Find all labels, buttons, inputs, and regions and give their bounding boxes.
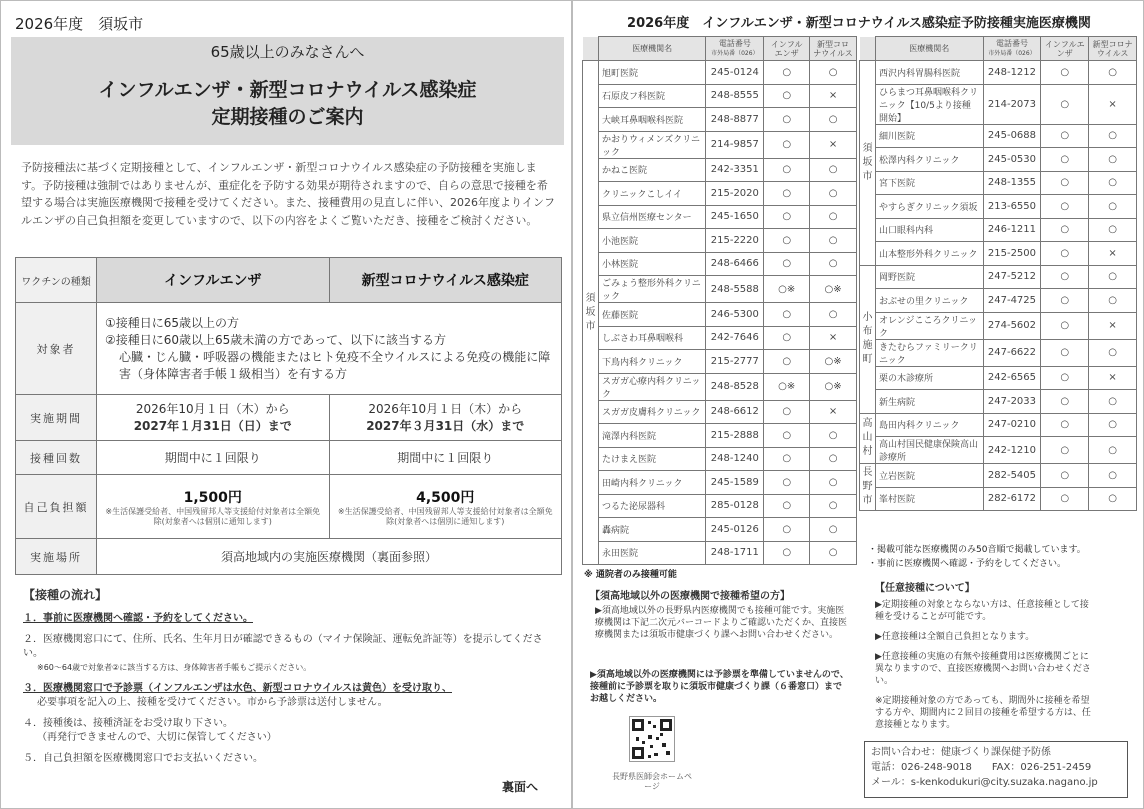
title-banner xyxy=(11,37,564,145)
institution-name: 栗の木診療所 xyxy=(875,366,983,390)
institution-tel: 245-1589 xyxy=(706,471,764,495)
institution-name: スガガ皮膚科クリニック xyxy=(598,400,705,424)
covid-availability: ○ xyxy=(810,252,857,276)
institution-tel: 245-0124 xyxy=(706,61,764,85)
flow-step4-text: ４．接種後は、接種済証をお受け取り下さい。 xyxy=(23,718,233,729)
banner-subtitle: 65歳以上のみなさんへ xyxy=(210,43,365,61)
institution-row xyxy=(583,182,857,206)
covid-availability: × xyxy=(1089,312,1137,339)
covid-availability: ○ xyxy=(810,182,857,206)
institution-tel: 248-5588 xyxy=(706,276,764,303)
flu-availability: ○ xyxy=(764,61,810,85)
covid-availability: ○ xyxy=(810,541,857,565)
institution-row xyxy=(583,424,857,448)
header-tel-sub: 市外局番（026） xyxy=(711,50,759,57)
institution-tel: 248-1355 xyxy=(983,171,1041,195)
institution-row xyxy=(583,158,857,182)
institution-name: 旭町医院 xyxy=(598,61,705,85)
institution-tel: 274-5602 xyxy=(983,312,1041,339)
institution-row xyxy=(583,276,857,303)
times-header: 接種回数 xyxy=(16,441,97,475)
institutions-table-right xyxy=(859,36,1137,511)
header-name: 医療機関名 xyxy=(598,37,705,61)
target-line3: 心臓・じん臓・呼吸器の機能またはヒト免疫不全ウイルスによる免疫の機能に障害（身体障害者手帳１級相当）を有する方 xyxy=(119,349,551,381)
flu-availability: ○ xyxy=(764,447,810,471)
covid-availability: ○ xyxy=(1089,464,1137,488)
banner-title-line1: インフルエンザ・新型コロナウイルス感染症 xyxy=(98,79,477,101)
institutions-title: 2026年度 インフルエンザ・新型コロナウイルス感染症予防接種実施医療機関 xyxy=(627,16,1091,31)
institution-name: 大峡耳鼻咽喉科医院 xyxy=(598,108,705,132)
flu-availability: ○ xyxy=(764,471,810,495)
flu-availability: ○ xyxy=(764,158,810,182)
institution-row xyxy=(583,131,857,158)
flu-availability: ○ xyxy=(764,108,810,132)
optional-title: 【任意接種について】 xyxy=(875,583,975,594)
flu-availability: ○ xyxy=(764,182,810,206)
header-tel-label: 電話番号 xyxy=(718,39,751,48)
institution-name: スガガ心療内科クリニック xyxy=(598,373,705,400)
institution-name: 西沢内科胃腸科医院 xyxy=(875,61,983,85)
institution-tel: 215-2888 xyxy=(706,424,764,448)
cost-covid: 4,500円 xyxy=(416,489,475,506)
city-label: 須 坂 市 xyxy=(860,61,876,266)
flow-step5: ５．自己負担額を医療機関窓口でお支払いください。 xyxy=(23,753,263,764)
institution-name: おぶせの里クリニック xyxy=(875,289,983,313)
institution-row xyxy=(860,366,1137,390)
institution-name: 岡野医院 xyxy=(875,265,983,289)
place-value: 須高地域内の実施医療機関（裏面参照） xyxy=(97,539,562,575)
institution-tel: 245-1650 xyxy=(706,205,764,229)
institution-name: 石原皮フ科医院 xyxy=(598,84,705,108)
institution-name: 下鳥内科クリニック xyxy=(598,350,705,374)
header-flu: インフルエンザ xyxy=(1041,37,1089,61)
covid-availability: ○ xyxy=(1089,171,1137,195)
institution-name: 宮下医院 xyxy=(875,171,983,195)
institution-tel: 248-8555 xyxy=(706,84,764,108)
outside-title: 【須高地域以外の医療機関で接種希望の方】 xyxy=(590,591,790,602)
institution-name: 山口眼科内科 xyxy=(875,218,983,242)
optional-text3: ▶任意接種の実施の有無や接種費用は医療機関ごとに異なりますので、直接医療機関へお問い合わせください。 xyxy=(875,652,1091,686)
flu-availability: ○ xyxy=(1041,124,1089,148)
banner-title-line2: 定期接種のご案内 xyxy=(211,106,364,128)
period-covid-end: 2027年３月31日（水）まで xyxy=(366,418,525,433)
covid-header: 新型コロナウイルス感染症 xyxy=(329,258,562,303)
flu-availability: ○※ xyxy=(764,373,810,400)
header-covid: 新型コロナウイルス xyxy=(1089,37,1137,61)
covid-availability: ○ xyxy=(1089,265,1137,289)
flu-availability: ○ xyxy=(764,518,810,542)
covid-availability: ○ xyxy=(810,61,857,85)
flow-step3-text-a: ３．医療機関窓口で予診票（インフルエンザは水色、新型コロナウイルスは黄色）を受け取り、 xyxy=(23,683,452,694)
qr-code-icon[interactable] xyxy=(629,716,675,762)
institution-name: 山本整形外科クリニック xyxy=(875,242,983,266)
flu-availability: ○ xyxy=(1041,390,1089,414)
institution-row xyxy=(860,195,1137,219)
institution-tel: 248-1240 xyxy=(706,447,764,471)
target-line1: ①接種日に65歳以上の方 xyxy=(105,315,240,330)
covid-availability: × xyxy=(810,326,857,350)
contact-phone: 電話：026-248-9018 FAX：026-251-2459 xyxy=(871,762,1092,773)
covid-availability: ○ xyxy=(810,158,857,182)
period-flu-end: 2027年１月31日（日）まで xyxy=(133,418,292,433)
institution-row xyxy=(583,518,857,542)
institution-tel: 282-5405 xyxy=(983,464,1041,488)
optional-text4: ※定期接種対象の方であっても、期間外に接種を希望する方や、期間内に２回目の接種を希望する方は、任意接種となります。 xyxy=(875,696,1091,730)
institution-row xyxy=(583,326,857,350)
outside-text1: ▶須高地域以外の長野県内医療機関でも接種可能です。実施医療機関は下記二次元バーコードよりご確認いただくか、直接医療機関または須坂市健康づくり課へお問い合わせください。 xyxy=(595,606,848,640)
institution-row xyxy=(583,205,857,229)
flow-step1: １．事前に医療機関へ確認・予約をしてください。 xyxy=(23,613,253,624)
covid-availability: ○ xyxy=(810,447,857,471)
year-title: 2026年度 須坂市 xyxy=(15,15,144,33)
flu-availability: ○ xyxy=(764,303,810,327)
target-header: 対象者 xyxy=(16,303,97,395)
covid-availability: ○ xyxy=(810,424,857,448)
institution-row xyxy=(860,312,1137,339)
institution-name: 佐藤医院 xyxy=(598,303,705,327)
institution-tel: 246-5300 xyxy=(706,303,764,327)
institution-tel: 242-7646 xyxy=(706,326,764,350)
note-reservation: ・事前に医療機関へ確認・予約をしてください。 xyxy=(868,559,1067,569)
covid-availability: × xyxy=(810,131,857,158)
flu-availability: ○ xyxy=(1041,413,1089,437)
institution-name: しぶさわ耳鼻咽喉科 xyxy=(598,326,705,350)
institution-tel: 247-2033 xyxy=(983,390,1041,414)
header-name: 医療機関名 xyxy=(875,37,983,61)
institution-row xyxy=(860,171,1137,195)
institution-row xyxy=(860,487,1137,511)
covid-availability: ○ xyxy=(810,229,857,253)
covid-availability: × xyxy=(810,84,857,108)
institution-row xyxy=(860,390,1137,414)
flu-availability: ○ xyxy=(1041,289,1089,313)
institution-row xyxy=(583,252,857,276)
institution-row xyxy=(583,61,857,85)
city-label: 高 山 村 xyxy=(860,413,876,464)
header-flu: インフルエンザ xyxy=(764,37,810,61)
period-covid xyxy=(329,395,562,441)
covid-availability: ○ xyxy=(1089,289,1137,313)
contact-box xyxy=(864,741,1128,798)
covid-availability: ○ xyxy=(1089,124,1137,148)
flow-step3-text-b: 必要事項を記入の上、接種を受けてください。市から予診票は送付しません。 xyxy=(37,697,388,708)
flu-availability: ○ xyxy=(764,400,810,424)
institution-name: 県立信州医療センター xyxy=(598,205,705,229)
header-tel-sub: 市外局番（026） xyxy=(988,50,1036,57)
institution-name: 松澤内科クリニック xyxy=(875,148,983,172)
city-label: 長 野 市 xyxy=(860,464,876,511)
institution-name: ひらまつ耳鼻咽喉科クリニック【10/5より接種開始】 xyxy=(875,84,983,124)
covid-availability: ○ xyxy=(1089,61,1137,85)
flow-section xyxy=(23,586,553,773)
flu-availability: ○ xyxy=(1041,61,1089,85)
flu-availability: ○ xyxy=(764,350,810,374)
optional-text2: ▶任意接種は全額自己負担となります。 xyxy=(875,632,1035,642)
type-header: ワクチンの種類 xyxy=(16,258,97,303)
flu-availability: ○ xyxy=(1041,312,1089,339)
flow-step2 xyxy=(23,633,553,675)
institution-tel: 213-6550 xyxy=(983,195,1041,219)
flu-availability: ○ xyxy=(764,252,810,276)
institution-name: 島田内科クリニック xyxy=(875,413,983,437)
covid-availability: ○ xyxy=(1089,390,1137,414)
flu-availability: ○ xyxy=(1041,366,1089,390)
institution-name: かおりウィメンズクリニック xyxy=(598,131,705,158)
institution-row xyxy=(860,413,1137,437)
institution-row xyxy=(583,303,857,327)
institution-name: クリニックこしイイ xyxy=(598,182,705,206)
flu-availability: ○ xyxy=(1041,339,1089,366)
institution-tel: 214-2073 xyxy=(983,84,1041,124)
flow-step3 xyxy=(23,682,553,710)
flu-availability: ○ xyxy=(1041,487,1089,511)
flu-availability: ○ xyxy=(1041,265,1089,289)
institution-row xyxy=(583,108,857,132)
cost-note: ※生活保護受給者、中国残留邦人等支援給付対象者は全額免除(対象者へは個別に通知します) xyxy=(337,506,553,526)
next-page-label: 裏面へ xyxy=(502,780,539,794)
qr-caption: 長野県医師会ホームページ xyxy=(612,772,692,791)
institution-tel: 242-3351 xyxy=(706,158,764,182)
institution-tel: 247-0210 xyxy=(983,413,1041,437)
covid-availability: ○ xyxy=(810,205,857,229)
flu-availability: ○ xyxy=(1041,242,1089,266)
institution-name: 永田医院 xyxy=(598,541,705,565)
blank-cell xyxy=(583,37,599,61)
institution-tel: 248-1212 xyxy=(983,61,1041,85)
institution-name: 田崎内科クリニック xyxy=(598,471,705,495)
institution-tel: 248-8877 xyxy=(706,108,764,132)
flu-availability: ○ xyxy=(764,229,810,253)
institution-row xyxy=(860,218,1137,242)
covid-availability: ○ xyxy=(1089,487,1137,511)
institution-row xyxy=(860,289,1137,313)
vaccine-table xyxy=(15,257,562,575)
header-covid: 新型コロナウイルス xyxy=(810,37,857,61)
covid-availability: ○ xyxy=(1089,413,1137,437)
covid-availability: ○ xyxy=(1089,148,1137,172)
institution-tel: 248-1711 xyxy=(706,541,764,565)
institution-row xyxy=(583,471,857,495)
institution-tel: 215-2020 xyxy=(706,182,764,206)
institution-row xyxy=(583,400,857,424)
flu-availability: ○ xyxy=(1041,171,1089,195)
institution-tel: 242-6565 xyxy=(983,366,1041,390)
covid-availability: ○ xyxy=(1089,437,1137,464)
institution-tel: 248-6466 xyxy=(706,252,764,276)
header-tel xyxy=(706,37,764,61)
institution-tel: 245-0530 xyxy=(983,148,1041,172)
covid-availability: ○ xyxy=(810,303,857,327)
institution-row xyxy=(583,229,857,253)
institution-tel: 248-8528 xyxy=(706,373,764,400)
institutions-table-left xyxy=(582,36,857,565)
city-label: 小 布 施 町 xyxy=(860,265,876,413)
covid-availability: × xyxy=(1089,84,1137,124)
flu-availability: ○ xyxy=(1041,148,1089,172)
institution-row xyxy=(860,437,1137,464)
covid-availability: ○※ xyxy=(810,373,857,400)
institution-name: オレンジこころクリニック xyxy=(875,312,983,339)
institution-name: 小池医院 xyxy=(598,229,705,253)
institution-name: 轟病院 xyxy=(598,518,705,542)
institution-row xyxy=(583,373,857,400)
flu-availability: ○ xyxy=(1041,218,1089,242)
flu-availability: ○※ xyxy=(764,276,810,303)
contact-email[interactable]: メール：s-kenkodukuri@city.suzaka.nagano.jp xyxy=(871,777,1098,788)
institution-tel: 246-1211 xyxy=(983,218,1041,242)
times-covid: 期間中に１回限り xyxy=(329,441,562,475)
institution-tel: 247-4725 xyxy=(983,289,1041,313)
intro-text: 予防接種法に基づく定期接種として、インフルエンザ・新型コロナウイルス感染症の予防接種を実施します。予防接種は強制ではありませんが、重症化を予防する効果が期待されますので、自らの意思で接種を希望する場合は実施医療機関で接種を受けてください。また、接種費用の見直しに伴い、2026年度よりインフルエンザの自己負担額を変更していますので、以下の内容をよくご覧いただき、接種をご検討ください。 xyxy=(21,161,555,227)
flu-header: インフルエンザ xyxy=(97,258,330,303)
flu-availability: ○ xyxy=(1041,437,1089,464)
institution-tel: 215-2500 xyxy=(983,242,1041,266)
note-outpatient: ※ 通院者のみ接種可能 xyxy=(584,570,677,580)
right-page xyxy=(572,0,1144,809)
institution-row xyxy=(860,265,1137,289)
covid-availability: ○ xyxy=(810,471,857,495)
target-cell xyxy=(97,303,562,395)
contact-title: お問い合わせ：健康づくり課保健予防係 xyxy=(871,747,1051,758)
institution-name: 滝澤内科医院 xyxy=(598,424,705,448)
flow-title: 【接種の流れ】 xyxy=(23,588,108,602)
institution-name: ごみょう整形外科クリニック xyxy=(598,276,705,303)
institution-row xyxy=(860,148,1137,172)
institution-name: 小林医院 xyxy=(598,252,705,276)
cost-flu: 1,500円 xyxy=(183,489,242,506)
institution-tel: 242-1210 xyxy=(983,437,1041,464)
institution-tel: 248-6612 xyxy=(706,400,764,424)
flu-availability: ○ xyxy=(764,131,810,158)
covid-availability: × xyxy=(1089,242,1137,266)
flu-availability: ○ xyxy=(1041,84,1089,124)
flu-availability: ○ xyxy=(764,205,810,229)
flu-availability: ○ xyxy=(764,541,810,565)
institution-name: つるた泌尿器科 xyxy=(598,494,705,518)
institution-name: 高山村国民健康保険高山診療所 xyxy=(875,437,983,464)
covid-availability: ○ xyxy=(810,494,857,518)
institution-tel: 214-9857 xyxy=(706,131,764,158)
target-line2: ②接種日に60歳以上65歳未満の方であって、以下に該当する方 xyxy=(105,332,446,347)
note-listing: ・掲載可能な医療機関のみ50音順で掲載しています。 xyxy=(868,545,1086,555)
covid-availability: ○ xyxy=(1089,339,1137,366)
institution-tel: 285-0128 xyxy=(706,494,764,518)
institution-tel: 215-2777 xyxy=(706,350,764,374)
institution-tel: 245-0126 xyxy=(706,518,764,542)
covid-availability: ○※ xyxy=(810,350,857,374)
institution-row xyxy=(583,541,857,565)
institution-name: きたむらファミリークリニック xyxy=(875,339,983,366)
flu-availability: ○ xyxy=(764,494,810,518)
institution-row xyxy=(860,339,1137,366)
institution-tel: 215-2220 xyxy=(706,229,764,253)
optional-text1: ▶定期接種の対象とならない方は、任意接種として接種を受けることが可能です。 xyxy=(875,600,1089,622)
flu-availability: ○ xyxy=(1041,195,1089,219)
cost-header: 自己負担額 xyxy=(16,475,97,539)
period-flu-start: 2026年10月１日（木）から xyxy=(135,401,290,416)
blank-cell xyxy=(860,37,876,61)
cost-covid-cell xyxy=(329,475,562,539)
institution-tel: 247-5212 xyxy=(983,265,1041,289)
covid-availability: ○ xyxy=(810,518,857,542)
institution-tel: 245-0688 xyxy=(983,124,1041,148)
period-covid-start: 2026年10月１日（木）から xyxy=(368,401,523,416)
institution-name: かねこ医院 xyxy=(598,158,705,182)
covid-availability: ○ xyxy=(1089,195,1137,219)
flow-step2-note: ※60～64歳で対象者②に該当する方は、身体障害者手帳もご提示ください。 xyxy=(37,663,312,672)
institution-row xyxy=(860,84,1137,124)
institution-name: 新生病院 xyxy=(875,390,983,414)
institution-name: 立岩医院 xyxy=(875,464,983,488)
covid-availability: ○ xyxy=(810,108,857,132)
institution-name: やすらぎクリニック須坂 xyxy=(875,195,983,219)
times-flu: 期間中に１回限り xyxy=(97,441,330,475)
outside-text2: ▶須高地域以外の医療機関には予診票を準備していませんので、接種前に予診票を取りに須坂市健康づくり課（６番窓口）までお越しください。 xyxy=(590,670,849,704)
cost-flu-cell xyxy=(97,475,330,539)
covid-availability: ○※ xyxy=(810,276,857,303)
period-flu xyxy=(97,395,330,441)
header-tel xyxy=(983,37,1041,61)
header-tel-label: 電話番号 xyxy=(995,39,1028,48)
institution-name: 峯村医院 xyxy=(875,487,983,511)
flu-availability: ○ xyxy=(764,84,810,108)
covid-availability: × xyxy=(810,400,857,424)
institution-row xyxy=(583,84,857,108)
flu-availability: ○ xyxy=(764,424,810,448)
institution-row xyxy=(583,447,857,471)
flow-step4 xyxy=(23,717,553,745)
flow-step4-note: （再発行できませんので、大切に保管してください） xyxy=(37,732,277,743)
covid-availability: × xyxy=(1089,366,1137,390)
institution-row xyxy=(860,61,1137,85)
covid-availability: ○ xyxy=(1089,218,1137,242)
flow-step2-text: ２．医療機関窓口にて、住所、氏名、生年月日が確認できるもの（マイナ保険証、運転免許証等）を提示してください。 xyxy=(23,634,543,659)
institution-row xyxy=(860,124,1137,148)
city-label: 須 坂 市 xyxy=(583,61,599,565)
period-header: 実施期間 xyxy=(16,395,97,441)
institution-name: 細川医院 xyxy=(875,124,983,148)
institution-row xyxy=(583,350,857,374)
institution-row xyxy=(860,242,1137,266)
flu-availability: ○ xyxy=(1041,464,1089,488)
banner-title xyxy=(11,77,564,131)
institution-tel: 282-6172 xyxy=(983,487,1041,511)
place-header: 実施場所 xyxy=(16,539,97,575)
institution-name: たけまえ医院 xyxy=(598,447,705,471)
institution-tel: 247-6622 xyxy=(983,339,1041,366)
flu-availability: ○ xyxy=(764,326,810,350)
cost-note: ※生活保護受給者、中国残留邦人等支援給付対象者は全額免除(対象者へは個別に通知します) xyxy=(105,506,321,526)
institution-row xyxy=(583,494,857,518)
institution-row xyxy=(860,464,1137,488)
